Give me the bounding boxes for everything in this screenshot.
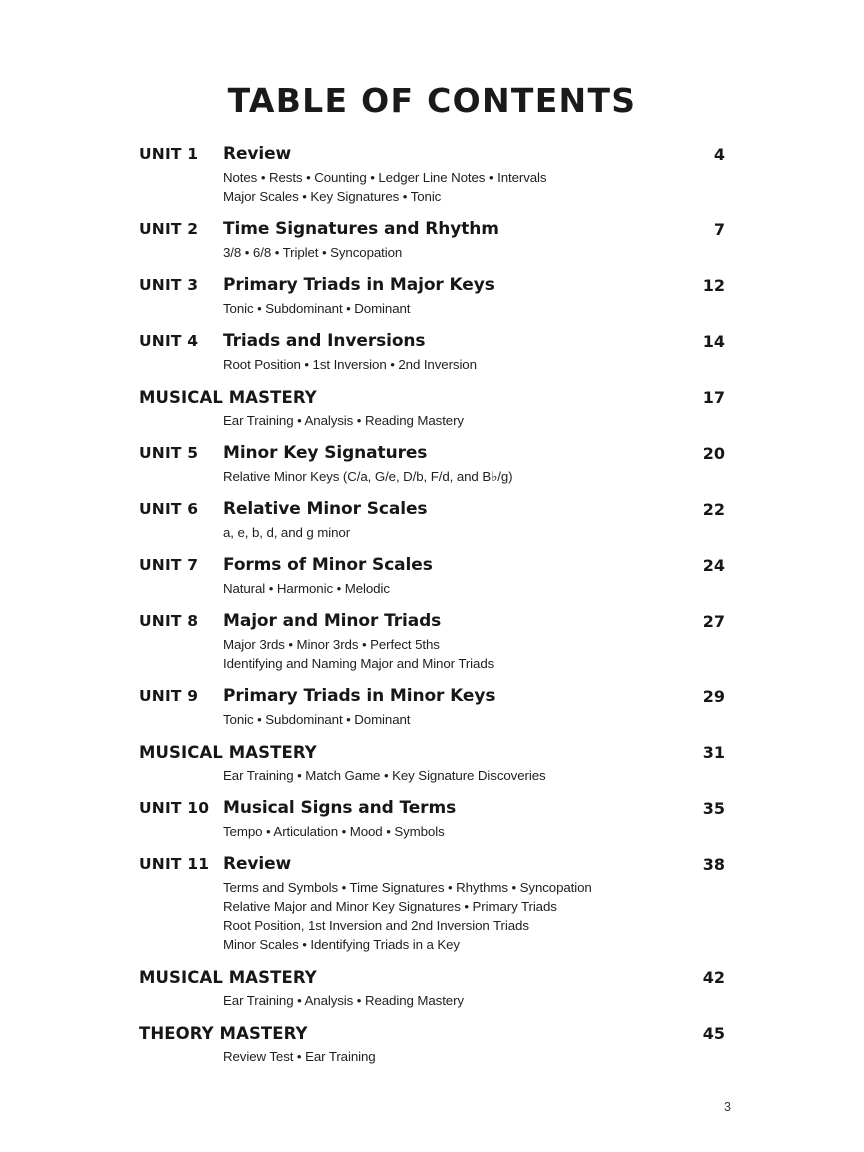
toc-entry-title[interactable]: Minor Key Signatures <box>223 443 428 463</box>
toc-entry-subtopic-line: Tonic • Subdominant • Dominant <box>223 712 411 727</box>
toc-entry-subtopic-line: 3/8 • 6/8 • Triplet • Syncopation <box>223 245 403 260</box>
toc-entry-title[interactable]: Primary Triads in Minor Keys <box>223 686 496 706</box>
toc-entry-subtopic-line: Ear Training • Analysis • Reading Mastery <box>223 993 464 1008</box>
toc-entry-subtopic-line: Natural • Harmonic • Melodic <box>223 581 390 596</box>
toc-entry-unit-label: THEORY MASTERY <box>139 1024 308 1043</box>
toc-entry[interactable] <box>139 855 725 954</box>
toc-entry[interactable] <box>139 743 725 785</box>
toc-entry-page-number[interactable]: 17 <box>702 388 725 407</box>
toc-entry-head <box>139 388 725 409</box>
toc-entry[interactable] <box>139 968 725 1010</box>
toc-entry-unit-label: MUSICAL MASTERY <box>139 743 317 762</box>
toc-entry-unit-label: UNIT 8 <box>139 612 199 630</box>
toc-entry-unit-label: UNIT 1 <box>139 145 199 163</box>
toc-entry-subtopic-line: a, e, b, d, and g minor <box>223 525 351 540</box>
toc-entry-page-number[interactable]: 14 <box>702 332 725 351</box>
toc-entry-subtopics <box>139 991 725 1010</box>
toc-entry-unit-label: UNIT 3 <box>139 276 199 294</box>
toc-entry-unit-label: UNIT 11 <box>139 855 210 873</box>
toc-entry-subtopic-line: Relative Major and Minor Key Signatures • Primary Triads <box>223 899 557 914</box>
toc-entry-unit-label: UNIT 9 <box>139 687 199 705</box>
toc-entry-title[interactable]: Triads and Inversions <box>223 331 426 351</box>
toc-entry-page-number[interactable]: 29 <box>702 687 725 706</box>
toc-entry-head <box>139 612 725 633</box>
toc-entry-head <box>139 799 725 820</box>
toc-entry[interactable] <box>139 556 725 598</box>
toc-entry-page-number[interactable]: 35 <box>702 799 725 818</box>
toc-entry-head <box>139 1024 725 1045</box>
toc-entry-head <box>139 220 725 241</box>
toc-entry[interactable] <box>139 500 725 542</box>
toc-entry-page-number[interactable]: 4 <box>713 145 725 164</box>
toc-entry[interactable] <box>139 444 725 486</box>
toc-entry-subtopics <box>139 878 725 954</box>
toc-entry-unit-label: UNIT 2 <box>139 220 199 238</box>
toc-entry-unit-label: MUSICAL MASTERY <box>139 388 317 407</box>
toc-entry-head <box>139 556 725 577</box>
toc-entry-subtopics <box>139 523 725 542</box>
toc-entry[interactable] <box>139 388 725 430</box>
toc-entry-head <box>139 145 725 166</box>
toc-entry[interactable] <box>139 145 725 206</box>
toc-entry[interactable] <box>139 276 725 318</box>
toc-entry-subtopic-line: Tempo • Articulation • Mood • Symbols <box>223 824 445 839</box>
toc-entry-page-number[interactable]: 20 <box>702 444 725 463</box>
toc-entry-title[interactable]: Forms of Minor Scales <box>223 555 433 575</box>
toc-entry-subtopic-line: Major 3rds • Minor 3rds • Perfect 5ths <box>223 637 440 652</box>
toc-entry-subtopics <box>139 168 725 206</box>
toc-entry-title[interactable]: Major and Minor Triads <box>223 611 442 631</box>
toc-entry-page-number[interactable]: 27 <box>702 612 725 631</box>
page-folio-number: 3 <box>724 1100 731 1114</box>
toc-entry-title[interactable]: Review <box>223 854 292 874</box>
toc-entry-subtopic-line: Root Position, 1st Inversion and 2nd Inversion Triads <box>223 918 529 933</box>
toc-entry-head <box>139 332 725 353</box>
toc-entry-subtopic-line: Review Test • Ear Training <box>223 1049 376 1064</box>
page-title: TABLE OF CONTENTS <box>227 81 637 120</box>
toc-entry[interactable] <box>139 799 725 841</box>
toc-entry-subtopics <box>139 635 725 673</box>
toc-entry-subtopic-line: Minor Scales • Identifying Triads in a Key <box>223 937 460 952</box>
toc-entry-page-number[interactable]: 7 <box>713 220 725 239</box>
toc-entry-head <box>139 500 725 521</box>
toc-entry[interactable] <box>139 687 725 729</box>
toc-entry-page-number[interactable]: 38 <box>702 855 725 874</box>
toc-entry-head <box>139 444 725 465</box>
toc-entry-unit-label: MUSICAL MASTERY <box>139 968 317 987</box>
toc-entry-head <box>139 743 725 764</box>
toc-entry-page-number[interactable]: 24 <box>702 556 725 575</box>
toc-entry-title[interactable]: Time Signatures and Rhythm <box>223 219 499 239</box>
toc-entry-unit-label: UNIT 6 <box>139 500 199 518</box>
toc-entry-list <box>139 145 725 1066</box>
toc-entry-subtopic-line: Notes • Rests • Counting • Ledger Line Notes • Intervals <box>223 170 547 185</box>
toc-entry-head <box>139 968 725 989</box>
toc-entry-subtopic-line: Root Position • 1st Inversion • 2nd Inversion <box>223 357 477 372</box>
toc-entry[interactable] <box>139 1024 725 1066</box>
toc-entry-subtopics <box>139 579 725 598</box>
toc-entry-title[interactable]: Primary Triads in Major Keys <box>223 275 495 295</box>
toc-entry-head <box>139 276 725 297</box>
toc-entry-unit-label: UNIT 10 <box>139 799 210 817</box>
toc-entry-page-number[interactable]: 42 <box>702 968 725 987</box>
toc-entry-subtopic-line: Terms and Symbols • Time Signatures • Rhythms • Syncopation <box>223 880 592 895</box>
toc-entry[interactable] <box>139 332 725 374</box>
toc-entry-subtopics <box>139 766 725 785</box>
toc-entry-title[interactable]: Relative Minor Scales <box>223 499 428 519</box>
toc-entry-page-number[interactable]: 45 <box>702 1024 725 1043</box>
toc-entry-subtopics <box>139 355 725 374</box>
toc-entry-subtopics <box>139 299 725 318</box>
toc-entry-subtopic-line: Major Scales • Key Signatures • Tonic <box>223 189 442 204</box>
toc-entry-page-number[interactable]: 31 <box>702 743 725 762</box>
toc-entry-head <box>139 855 725 876</box>
toc-entry-subtopics <box>139 822 725 841</box>
toc-entry-page-number[interactable]: 22 <box>702 500 725 519</box>
toc-entry-subtopic-line: Ear Training • Match Game • Key Signature Discoveries <box>223 768 546 783</box>
toc-entry-subtopics <box>139 1047 725 1066</box>
toc-entry-subtopics <box>139 411 725 430</box>
toc-entry-title[interactable]: Musical Signs and Terms <box>223 798 457 818</box>
toc-entry-unit-label: UNIT 7 <box>139 556 199 574</box>
toc-entry-page-number[interactable]: 12 <box>702 276 725 295</box>
toc-entry-subtopics <box>139 710 725 729</box>
toc-entry[interactable] <box>139 612 725 673</box>
toc-entry-unit-label: UNIT 4 <box>139 332 199 350</box>
toc-entry-subtopic-line: Identifying and Naming Major and Minor Triads <box>223 656 495 671</box>
toc-entry-subtopic-line: Relative Minor Keys (C/a, G/e, D/b, F/d, and B♭/g) <box>223 469 513 484</box>
toc-entry[interactable] <box>139 220 725 262</box>
toc-entry-subtopic-line: Tonic • Subdominant • Dominant <box>223 301 411 316</box>
toc-entry-unit-label: UNIT 5 <box>139 444 199 462</box>
toc-entry-subtopics <box>139 243 725 262</box>
toc-entry-head <box>139 687 725 708</box>
toc-entry-subtopic-line: Ear Training • Analysis • Reading Mastery <box>223 413 464 428</box>
toc-entry-title[interactable]: Review <box>223 144 292 164</box>
toc-entry-subtopics <box>139 467 725 486</box>
